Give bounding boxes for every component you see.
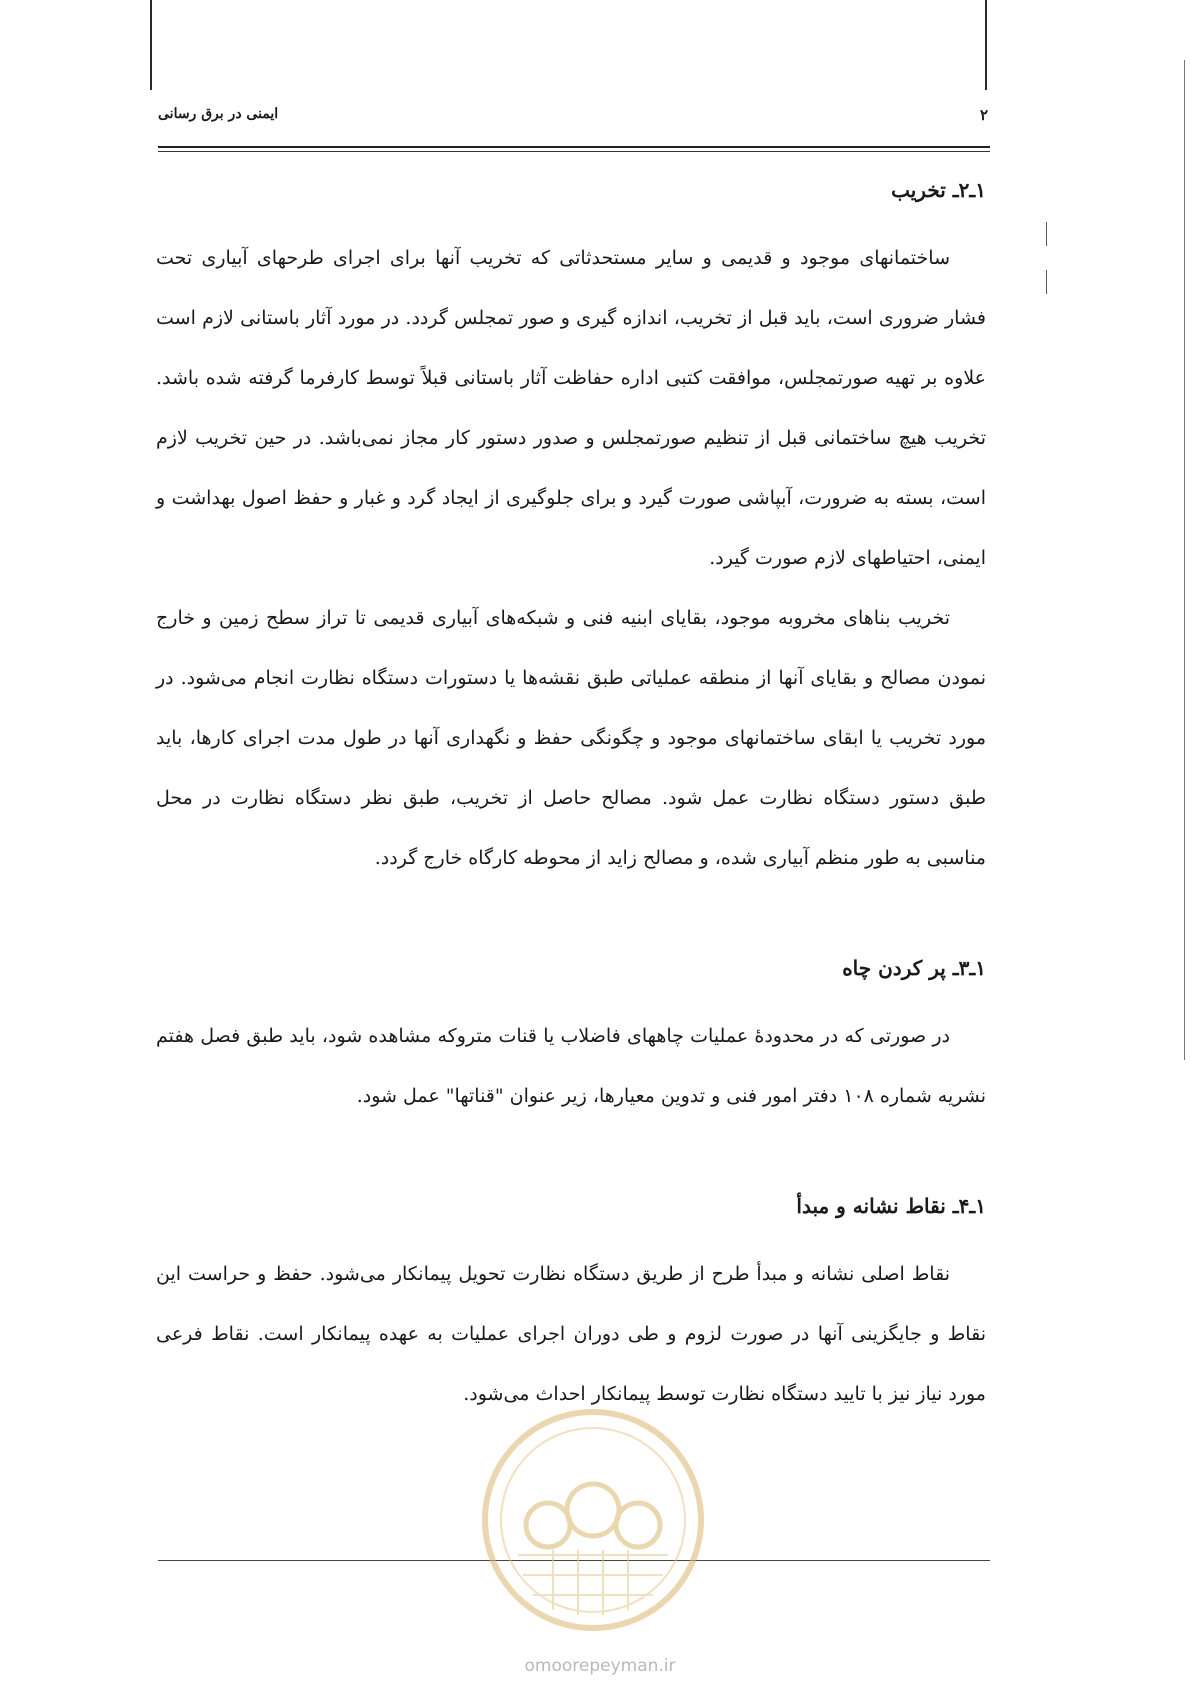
watermark-seal-icon bbox=[478, 1405, 708, 1635]
section-gap bbox=[156, 1126, 986, 1186]
section-well-filling bbox=[156, 948, 986, 1126]
page-header bbox=[158, 104, 990, 126]
section-demolition bbox=[156, 170, 986, 888]
section-heading: ۱ـ۴ـ نقاط نشانه و مبدأ bbox=[796, 1194, 986, 1218]
watermark-url: omoorepeyman.ir bbox=[524, 1656, 676, 1676]
scan-right-edge-mark bbox=[1184, 60, 1185, 1060]
paragraph: در صورتی که در محدودهٔ عملیات چاههای فاضلاب یا قنات متروکه مشاهده شود، باید طبق فصل هفتم نشریه شماره ۱۰۸ دفتر امور فنی و تدوین معیارها، زیر عنوان "قناتها" عمل شود. bbox=[156, 1025, 986, 1107]
page-number: ۲ bbox=[979, 106, 988, 124]
scan-right-border bbox=[985, 0, 987, 90]
paragraph: ساختمانهای موجود و قدیمی و سایر مستحدثاتی که تخریب آنها برای اجرای طرحهای آبیاری تحت فشار ضروری است، باید قبل از تخریب، اندازه گیری و صور تمجلس گردد. در مورد آثار باستانی لازم است علاوه بر تهیه صورتمجلس، موافقت کتبی اداره حفاظت آثار باستانی قبلاً توسط کارفرما گرفته شده باشد. تخریب هیچ ساختمانی قبل از تنظیم صورتمجلس و صدور دستور کار مجاز نمی‌باشد. در حین تخریب لازم است، بسته به ضرورت، آبپاشی صورت گیرد و برای جلوگیری از ایجاد گرد و غبار و حفظ اصول بهداشت و ایمنی، احتیاطهای لازم صورت گیرد. bbox=[156, 247, 986, 569]
section-heading: ۱ـ۲ـ تخریب bbox=[891, 178, 986, 202]
scan-right-margin-mark bbox=[1046, 270, 1047, 294]
header-rule-thin bbox=[158, 151, 990, 152]
paragraph: تخریب بناهای مخروبه موجود، بقایای ابنیه فنی و شبکه‌های آبیاری قدیمی تا تراز سطح زمین و خارج نمودن مصالح و بقایای آنها از منطقه عملیاتی طبق نقشه‌ها یا دستورات دستگاه نظارت انجام می‌شود. در مورد تخریب یا ابقای ساختمانهای موجود و چگونگی حفظ و نگهداری آنها در طول مدت اجرای کارها، باید طبق دستور دستگاه نظارت عمل شود. مصالح حاصل از تخریب، طبق نظر دستگاه نظارت در محل مناسبی به طور منظم آبیاری شده، و مصالح زاید از محوطه کارگاه خارج گردد. bbox=[156, 607, 986, 869]
section-heading: ۱ـ۳ـ پر کردن چاه bbox=[842, 956, 986, 980]
main-content bbox=[156, 170, 986, 1424]
section-benchmarks bbox=[156, 1186, 986, 1424]
scan-right-margin-mark bbox=[1046, 222, 1047, 246]
section-gap bbox=[156, 888, 986, 948]
header-rule bbox=[158, 146, 990, 148]
scan-left-border bbox=[150, 0, 152, 90]
paragraph: نقاط اصلی نشانه و مبدأ طرح از طریق دستگاه نظارت تحویل پیمانکار می‌شود. حفظ و حراست این نقاط و جایگزینی آنها در صورت لزوم و طی دوران اجرای عملیات به عهده پیمانکار است. نقاط فرعی مورد نیاز نیز با تایید دستگاه نظارت توسط پیمانکار احداث می‌شود. bbox=[156, 1263, 986, 1405]
running-title: ایمنی در برق رسانی bbox=[158, 106, 279, 122]
